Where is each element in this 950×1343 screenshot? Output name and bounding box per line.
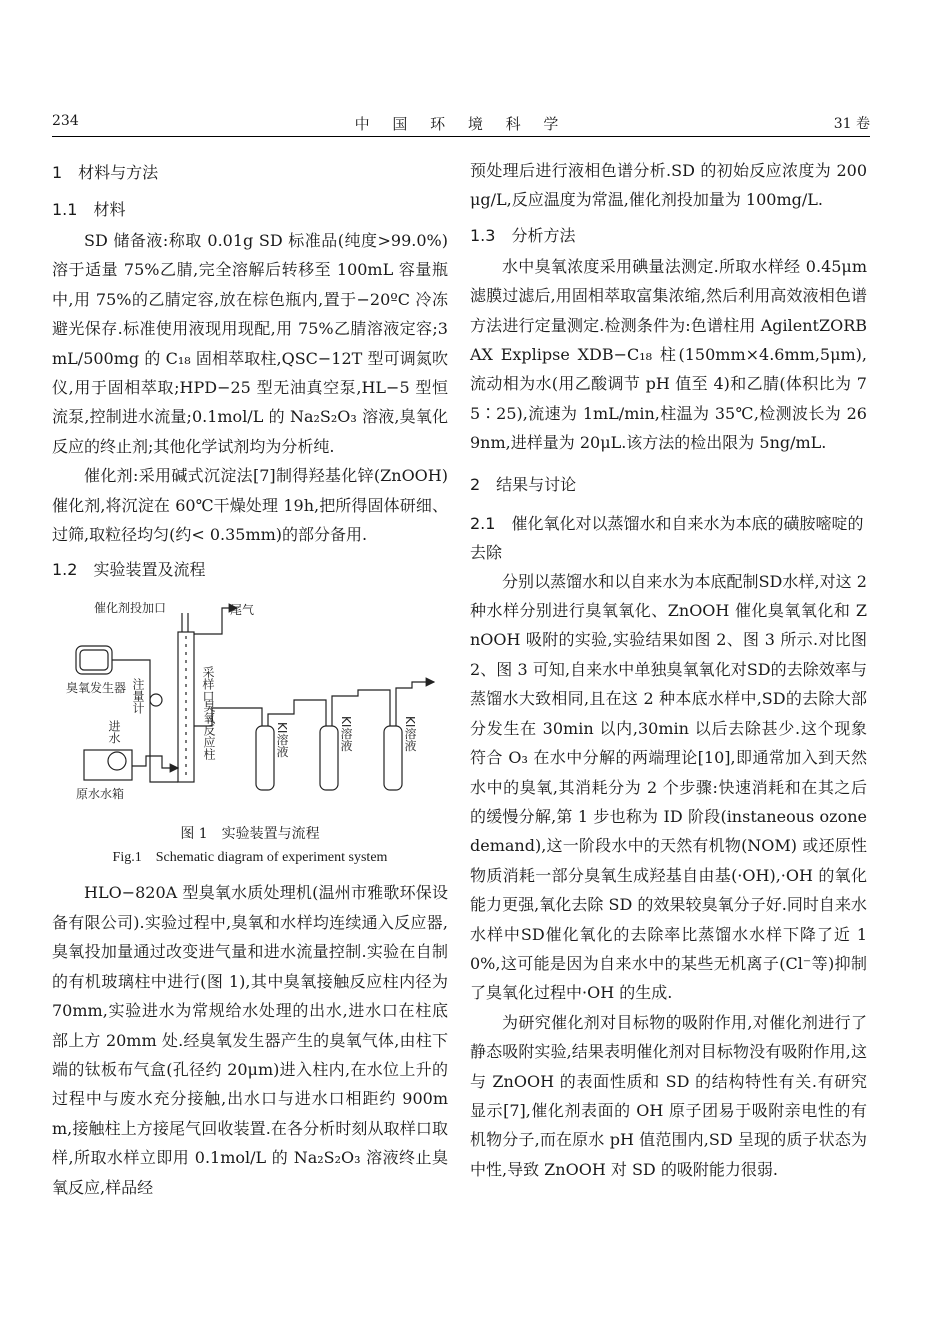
header-rule	[52, 136, 870, 137]
label-inlet: 进水	[107, 720, 121, 745]
label-ki-2: KI溶液	[339, 716, 353, 752]
section-heading-1: 1 材料与方法	[52, 163, 159, 182]
section-heading-2: 2 结果与讨论	[470, 474, 577, 494]
journal-title: 中 国 环 境 科 学	[354, 115, 568, 133]
paragraph-analysis: 水中臭氧浓度采用碘量法测定.所取水样经 0.45μm 滤膜过滤后,用固相萃取富集浓缩,然后利用高效液相色谱方法进行定量测定.检测条件为:色谱柱用 AgilentZORBAX Explipse XDB−C₁₈ 柱(150mm×4.6mm,5μm),流动相为水(用乙酸调节 pH 值至 4)和乙腈(体积比为 75∶25),流速为 1mL/min,柱温为 35℃,检测波长为 269nm,进样量为 20μL.该方法的检出限为 5ng/mL.	[470, 256, 867, 453]
paragraph-sd-stock: SD 储备液:称取 0.01g SD 标准品(纯度>99.0%)溶于适量 75%乙腈,完全溶解后转移至 100mL 容量瓶中,用 75%的乙腈定容,放在棕色瓶内,置于−20ºC 冷冻避光保存.标准使用液现用现配,用 75%乙腈溶液定容;3mL/500mg 的 C₁₈ 固相萃取柱,QSC−12T 型可调氮吹仪,用于固相萃取;HPD−25 型无油真空泵,HL−5 型恒流泵,控制进水流量;0.1mol/L 的 Na₂S₂O₃ 溶液,臭氧化反应的终止剂;其他化学试剂均为分析纯.	[52, 231, 448, 456]
paragraph-catalyst: 催化剂:采用碱式沉淀法[7]制得羟基化锌(ZnOOH)催化剂,将沉淀在 60℃干燥处理 19h,把所得固体研细、过筛,取粒径均匀(约< 0.35mm)的部分备用.	[52, 466, 448, 545]
apparatus-diagram	[62, 596, 442, 818]
page-number: 234	[52, 113, 79, 129]
section-heading-2-1: 2.1 催化氧化对以蒸馏水和自来水为本底的磺胺嘧啶的去除	[470, 513, 864, 562]
section-heading-1-2: 1.2 实验装置及流程	[52, 560, 206, 580]
label-sampling-port: 采样口	[201, 666, 215, 703]
paragraph-2-1-a: 分别以蒸馏水和以自来水为本底配制SD水样,对这 2 种水样分别进行臭氧氧化、ZnOOH 催化臭氧氧化和 ZnOOH 吸附的实验,实验结果如图 2、图 3 所示.对比图 2、图 3 可知,自来水中单独臭氧氧化对SD的去除效率与蒸馏水大致相同,且在这 2 种本底水样中,SD的去除大部分发生在 30min 以内,30min 以后去除甚少.这个现象符合 O₃ 在水中分解的两端理论[10],即通常加入到天然水中的臭氧,其消耗分为 2 个步骤:快速消耗和在其之后的缓慢分解,第 1 步也称为 ID 阶段(instaneous ozone demand),这一阶段水中的天然有机物(NOM) 或还原性物质消耗一部分臭氧生成羟基自由基(·OH),·OH 的氧化能力更强,氧化去除 SD 的效果较臭氧分子好.同时自来水水样中SD催化氧化的去除率比蒸馏水水样下降了近 10%,这可能是因为自来水中的某些无机离子(Cl⁻等)抑制了臭氧化过程中·OH 的生成.	[470, 571, 867, 1003]
label-tail-gas: 尾气	[230, 603, 255, 618]
label-ki-3: KI溶液	[403, 716, 417, 752]
label-catalyst-port: 催化剂投加口	[94, 601, 167, 616]
figure-1-apparatus	[52, 596, 448, 878]
figure-caption-en: Fig.1 Schematic diagram of experiment system	[112, 850, 388, 866]
section-heading-1-1: 1.1 材料	[52, 200, 126, 219]
flowmeter-symbol	[150, 694, 162, 706]
left-column	[52, 150, 448, 1202]
section-heading-1-3: 1.3 分析方法	[470, 225, 576, 245]
page-header	[52, 113, 870, 135]
label-flowmeter: 注量计	[131, 678, 145, 715]
right-column	[470, 150, 867, 1184]
label-ozone-generator: 臭氧发生器	[66, 681, 127, 696]
paragraph-2-1-b: 为研究催化剂对目标物的吸附作用,对催化剂进行了静态吸附实验,结果表明催化剂对目标物没有吸附作用,这与 ZnOOH 的表面性质和 SD 的结构特性有关.有研究显示[7],催化剂表面的 OH 原子团易于吸附亲电性的有机物分子,而在原水 pH 值范围内,SD 呈现的质子状态为中性,导致 ZnOOH 对 SD 的吸附能力很弱.	[470, 1012, 867, 1179]
label-ki-1: KI溶液	[275, 722, 289, 758]
label-reactor: 臭氧反应柱	[202, 700, 216, 761]
ki-bottle-1	[256, 726, 274, 790]
paragraph-continued: 预处理后进行液相色谱分析.SD 的初始反应浓度为 200μg/L,反应温度为常温,催化剂投加量为 100mg/L.	[470, 161, 867, 210]
volume-label: 31 卷	[833, 116, 870, 132]
ki-bottle-3	[384, 726, 402, 790]
paragraph-hlo: HLO−820A 型臭氧水质处理机(温州市雅歌环保设备有限公司).实验过程中,臭氧和水样均连续通入反应器,臭氧投加量通过改变进气量和进水流量控制.实验在自制的有机玻璃柱中进行(图 1),其中臭氧接触反应柱内径为 70mm,实验进水为常规给水处理的出水,进水口在柱底部上方 20mm 处.经臭氧发生器产生的臭氧气体,由柱下端的钛板布气盒(孔径约 20μm)进入柱内,在水位上升的过程中与废水充分接触,出水口与进水口相距约 900mm,接触柱上方接尾气回收装置.在各分析时刻从取样口取样,所取水样立即用 0.1mol/L 的 Na₂S₂O₃ 溶液终止臭氧反应,样品经	[52, 883, 448, 1197]
label-raw-water-tank: 原水水箱	[76, 787, 125, 802]
ki-bottle-2	[320, 726, 338, 790]
figure-caption-cn: 图 1 实验装置与流程	[180, 826, 320, 843]
